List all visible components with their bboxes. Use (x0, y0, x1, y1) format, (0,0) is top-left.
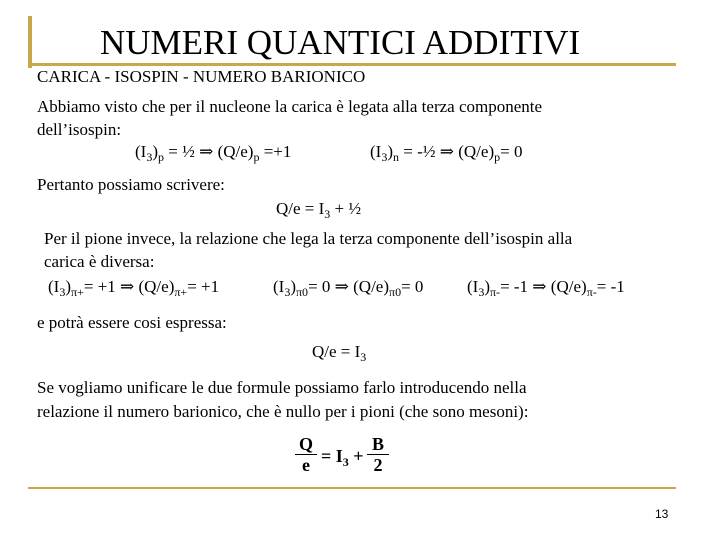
paragraph-1-line-1: Abbiamo visto che per il nucleone la carica è legata alla terza componente (37, 97, 543, 116)
paragraph-3-line-1: Per il pione invece, la relazione che lega la terza componente dell’isospin alla (44, 229, 573, 248)
title-accent-bar (28, 16, 32, 68)
paragraph-1-line-2: dell’isospin: (37, 120, 122, 139)
formula-middle: = $I_3$ + (321, 446, 364, 469)
paragraph-5-line-1: Se vogliamo unificare le due formule possiamo farlo introducendo nella (37, 378, 527, 397)
slide-heading: CARICA - ISOSPIN - NUMERO BARIONICO (37, 67, 366, 86)
equation-pion-zero: $(I_3)_{\pi 0}= 0$ ⇒ $(Q/e)_{\pi 0}= 0$ (273, 277, 424, 299)
equation-pion-minus: $(I_3)_{\pi-}= -1$ ⇒ $(Q/e)_{\pi-}= -1$ (467, 277, 625, 299)
paragraph-5-line-2: relazione il numero barionico, che è nullo per i pioni (che sono mesoni): (37, 402, 529, 421)
equation-charge-pion: $Q/e = I_3$ (312, 342, 367, 364)
equation-proton: $(I_3)_p$ = ½ ⇒ $(Q/e)_p =+1$ (135, 142, 292, 164)
paragraph-2: Pertanto possiamo scrivere: (37, 175, 225, 194)
slide-title: NUMERI QUANTICI ADDITIVI (100, 23, 581, 62)
equation-pion-plus: $(I_3)_{\pi+}= +1$ ⇒ $(Q/e)_{\pi+}= +1$ (48, 277, 220, 299)
paragraph-4: e potrà essere cosi espressa: (37, 313, 227, 332)
equation-charge-nucleon: $Q/e = I_3$ + ½ (276, 199, 362, 221)
paragraph-3-line-2: carica è diversa: (44, 252, 155, 271)
fraction-q-over-e: Q e (295, 434, 317, 475)
equation-neutron: $(I_3)_n$ = -½ ⇒ $(Q/e)_p= 0$ (370, 142, 523, 164)
fraction-b-over-2: B 2 (367, 434, 389, 475)
page-number: 13 (655, 507, 669, 521)
footer-rule (28, 487, 676, 489)
